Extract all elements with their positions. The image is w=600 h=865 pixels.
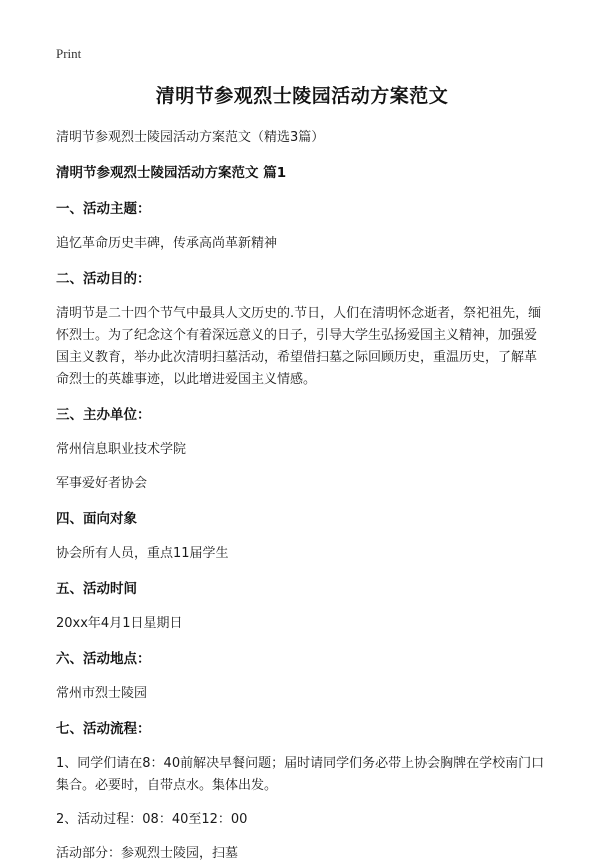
article-heading: 清明节参观烈士陵园活动方案范文 篇1 [56, 165, 287, 181]
section-text-time: 20xx年4月1日星期日 [56, 616, 183, 631]
organizer-line-2: 军事爱好者协会 [56, 476, 148, 491]
section-text-theme: 追忆革命历史丰碑，传承高尚革新精神 [56, 236, 278, 251]
section-heading-process: 七、活动流程： [56, 721, 151, 737]
document-title: 清明节参观烈士陵园活动方案范文 [155, 85, 449, 107]
process-step-3: 活动部分：参观烈士陵园，扫墓 [56, 846, 239, 861]
section-heading-audience: 四、面向对象 [56, 511, 137, 527]
process-step-1: 1、同学们请在8：40前解决早餐问题；届时请同学们务必带上协会胸牌在学校南门口集合。必要时，自带点水。集体出发。 [56, 756, 545, 793]
process-step-2: 2、活动过程：08：40至12：00 [56, 812, 248, 827]
section-text-purpose: 清明节是二十四个节气中最具人文历史的.节日，人们在清明怀念逝者，祭祀祖先，缅怀烈士。为了纪念这个有着深远意义的日子，引导大学生弘扬爱国主义精神，加强爱国主义教育，举办此次清明扫墓活动，希望借扫墓之际回顾历史，重温历史，了解革命烈士的英雄事迹，以此增进爱国主义情感。 [56, 306, 542, 387]
section-heading-time: 五、活动时间 [56, 581, 137, 597]
section-heading-location: 六、活动地点： [56, 651, 151, 667]
section-heading-organizer: 三、主办单位： [56, 407, 151, 423]
section-text-audience: 协会所有人员，重点11届学生 [56, 546, 229, 561]
section-text-location: 常州市烈士陵园 [56, 686, 148, 701]
document-subtitle: 清明节参观烈士陵园活动方案范文（精选3篇） [56, 130, 325, 145]
section-heading-theme: 一、活动主题： [56, 201, 151, 217]
section-heading-purpose: 二、活动目的： [56, 271, 151, 287]
organizer-line-1: 常州信息职业技术学院 [56, 442, 187, 457]
print-label[interactable]: Print [56, 46, 82, 61]
